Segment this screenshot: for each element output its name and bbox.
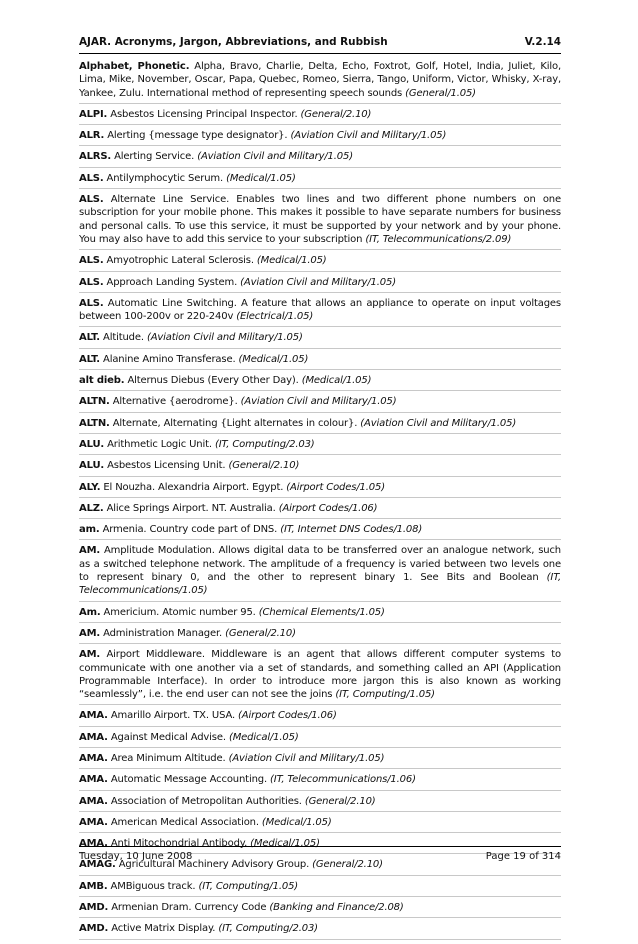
entry-category: (Aviation Civil and Military/1.05) [197, 151, 353, 163]
entry-term: ALT. [79, 332, 100, 344]
entry-definition: Altitude. [103, 332, 144, 344]
entry-definition: Amyotrophic Lateral Sclerosis. [106, 255, 254, 267]
glossary-entry [79, 193, 561, 250]
glossary-entry [79, 417, 561, 434]
entry-definition: Antilymphocytic Serum. [106, 172, 224, 184]
entry-definition: Armenian Dram. Currency Code [111, 902, 267, 914]
glossary-entry [79, 648, 561, 705]
entry-term: AMA. [79, 731, 108, 743]
glossary-entry [79, 254, 561, 271]
glossary-entry [79, 731, 561, 748]
entry-category: (IT, Computing/2.03) [214, 438, 315, 450]
glossary-entry [79, 627, 561, 644]
entry-category: (Aviation Civil and Military/1.05) [360, 417, 517, 429]
glossary-entry [79, 795, 561, 812]
entry-definition: Airport Middleware. Middleware is an agent that allows different computer systems to communicate with one another via a set of standards, and something called an API (Application Programmable Interface). In order to introduce more jargon this is also known as working “seamlessly”, i.e. the end user can not see the joins [79, 649, 561, 701]
entry-category: (IT, Computing/2.03) [218, 923, 318, 935]
glossary-entry [79, 773, 561, 790]
glossary-entry [79, 816, 561, 833]
entry-definition: Alternative {aerodrome}. [112, 396, 238, 408]
glossary-entry [79, 129, 561, 146]
entry-category: (General/2.10) [225, 627, 296, 639]
entry-definition: Arithmetic Logic Unit. [107, 438, 212, 450]
entry-category: (IT, Telecommunications/1.06) [270, 774, 416, 786]
entry-category: (Airport Codes/1.06) [238, 710, 337, 722]
entry-term: AM. [79, 649, 101, 661]
entry-term: ALT. [79, 353, 100, 365]
entry-definition: Alternate, Alternating {Light alternates in colour}. [112, 417, 358, 429]
entry-term: ALS. [79, 276, 104, 288]
entry-definition: AMBiguous track. [110, 880, 196, 892]
glossary-entry [79, 276, 561, 293]
entry-term: AMA. [79, 710, 108, 722]
entry-definition: Alpha, Bravo, Charlie, Delta, Echo, Foxtrot, Golf, Hotel, India, Juliet, Kilo, Lima, Mike, November, Oscar, Papa, Quebec, Romeo, Sierra, Tango, Uniform, Victor, Whisky, X-ray, Yankee, Zulu. International method of representing speech sounds [79, 61, 561, 99]
entry-category: (General/1.05) [405, 87, 476, 99]
entry-term: AMA. [79, 795, 108, 807]
entry-definition: Association of Metropolitan Authorities. [110, 795, 302, 807]
entry-term: alt dieb. [79, 375, 125, 387]
entry-term: AMB. [79, 880, 108, 892]
entry-term: ALU. [79, 438, 105, 450]
entry-definition: Alice Springs Airport. NT. Australia. [106, 502, 276, 514]
entry-definition: American Medical Association. [110, 816, 259, 828]
glossary-entry [79, 438, 561, 455]
entry-term: AMA. [79, 838, 108, 850]
glossary-entry [79, 374, 561, 391]
entry-term: AMA. [79, 752, 108, 764]
entry-term: AMA. [79, 774, 108, 786]
entry-category: (Medical/1.05) [228, 731, 299, 743]
entry-term: ALS. [79, 255, 104, 267]
entry-category: (Medical/1.05) [226, 172, 296, 184]
entry-definition: Amarillo Airport. TX. USA. [110, 710, 236, 722]
entry-term: ALR. [79, 130, 105, 142]
entry-definition: Alerting {message type designator}. [107, 130, 288, 142]
document-title: AJAR. Acronyms, Jargon, Abbreviations, and Rubbish [79, 36, 388, 48]
entry-definition: Automatic Message Accounting. [110, 774, 267, 786]
entry-term: ALS. [79, 297, 104, 309]
glossary-list [79, 60, 561, 944]
entry-term: ALY. [79, 481, 101, 493]
glossary-entry [79, 502, 561, 519]
glossary-entry [79, 709, 561, 726]
entry-definition: Armenia. Country code part of DNS. [102, 524, 278, 536]
page-header [79, 36, 561, 54]
entry-definition: Alternus Diebus (Every Other Day). [127, 375, 299, 387]
entry-category: (Aviation Civil and Military/1.05) [240, 396, 397, 408]
entry-category: (Medical/1.05) [238, 353, 309, 365]
entry-term: AM. [79, 545, 101, 557]
entry-definition: Area Minimum Altitude. [110, 752, 226, 764]
entry-term: ALTN. [79, 396, 110, 408]
entry-category: (Aviation Civil and Military/1.05) [146, 332, 303, 344]
entry-category: (General/2.10) [312, 859, 383, 871]
entry-category: (IT, Telecommunications/2.09) [365, 233, 512, 245]
entry-definition: Agricultural Machinery Advisory Group. [118, 859, 310, 871]
glossary-entry [79, 108, 561, 125]
glossary-entry [79, 752, 561, 769]
entry-definition: Alerting Service. [114, 151, 195, 163]
entry-term: AMD. [79, 923, 109, 935]
entry-term: am. [79, 524, 100, 536]
glossary-entry [79, 331, 561, 348]
entry-term: ALPI. [79, 108, 108, 120]
entry-definition: El Nouzha. Alexandria Airport. Egypt. [103, 481, 284, 493]
entry-term: ALS. [79, 194, 104, 206]
entry-term: Alphabet, Phonetic. [79, 61, 190, 72]
entry-term: ALZ. [79, 502, 104, 514]
entry-category: (Medical/1.05) [250, 838, 320, 850]
entry-definition: Anti Mitochondrial Antibody. [110, 838, 248, 850]
entry-category: (Medical/1.05) [301, 375, 372, 387]
glossary-entry [79, 459, 561, 476]
entry-definition: Asbestos Licensing Principal Inspector. [110, 108, 298, 120]
entry-category: (IT, Internet DNS Codes/1.08) [280, 524, 423, 536]
entry-category: (Airport Codes/1.06) [278, 502, 378, 514]
entry-term: AMAG. [79, 859, 116, 871]
entry-term: AMD. [79, 902, 109, 914]
entry-term: AM. [79, 627, 101, 639]
entry-definition: Automatic Line Switching. A feature that allows an appliance to operate on input voltages between 100-200v or 220-240v [79, 297, 561, 323]
entry-definition: Alanine Amino Transferase. [103, 353, 236, 365]
entry-term: Am. [79, 606, 101, 618]
entry-category: (Banking and Finance/2.08) [269, 902, 404, 914]
glossary-entry [79, 544, 561, 601]
glossary-entry [79, 880, 561, 897]
glossary-entry [79, 172, 561, 189]
entry-category: (Electrical/1.05) [236, 311, 314, 323]
entry-term: ALS. [79, 172, 104, 184]
entry-category: (Medical/1.05) [256, 255, 327, 267]
entry-category: (General/2.10) [304, 795, 376, 807]
document-version: V.2.14 [524, 36, 561, 48]
entry-category: (General/2.10) [300, 108, 372, 120]
page-footer [79, 846, 561, 862]
entry-definition: Active Matrix Display. [111, 923, 216, 935]
entry-term: ALU. [79, 460, 105, 472]
footer-page-number: Page 19 of 314 [485, 851, 561, 862]
entry-category: (Medical/1.05) [261, 816, 332, 828]
glossary-entry [79, 395, 561, 412]
entry-category: (Aviation Civil and Military/1.05) [240, 276, 396, 288]
entry-category: (Airport Codes/1.05) [286, 481, 385, 493]
entry-definition: Administration Manager. [103, 627, 223, 639]
entry-category: (IT, Computing/1.05) [335, 689, 435, 701]
glossary-entry [79, 901, 561, 918]
entry-category: (IT, Telecommunications/1.05) [79, 572, 561, 597]
glossary-entry [79, 297, 561, 328]
entry-term: ALRS. [79, 151, 112, 163]
entry-definition: Alternate Line Service. Enables two lines and two different phone numbers on one subscription for your mobile phone. This makes it possible to have separate numbers for business and personal calls. To use this service, it must be supported by your network and by your phone. You may also have to add this service to your subscription [79, 194, 561, 245]
entry-definition: Approach Landing System. [106, 276, 238, 288]
entry-category: (Aviation Civil and Military/1.05) [228, 752, 385, 764]
glossary-entry [79, 523, 561, 540]
entry-category: (IT, Computing/1.05) [198, 880, 299, 892]
glossary-entry [79, 353, 561, 370]
entry-definition: Against Medical Advise. [110, 731, 226, 743]
footer-date: Tuesday, 10 June 2008 [79, 851, 193, 862]
entry-term: AMA. [79, 816, 108, 828]
glossary-entry [79, 60, 561, 104]
glossary-entry [79, 922, 561, 939]
entry-definition: Americium. Atomic number 95. [103, 606, 256, 618]
entry-category: (General/2.10) [228, 460, 300, 472]
entry-category: (Aviation Civil and Military/1.05) [290, 130, 447, 142]
glossary-entry [79, 150, 561, 167]
entry-definition: Asbestos Licensing Unit. [107, 460, 226, 472]
entry-definition: Amplitude Modulation. Allows digital data to be transferred over an analogue network, such as a switched telephone network. The amplitude of a frequency is varied between two levels one to represent binary 0, and the other to represent binary 1. See Bits and Boolean [79, 545, 561, 584]
glossary-entry [79, 606, 561, 623]
glossary-entry [79, 481, 561, 498]
entry-category: (Chemical Elements/1.05) [258, 606, 385, 618]
entry-term: ALTN. [79, 417, 110, 429]
